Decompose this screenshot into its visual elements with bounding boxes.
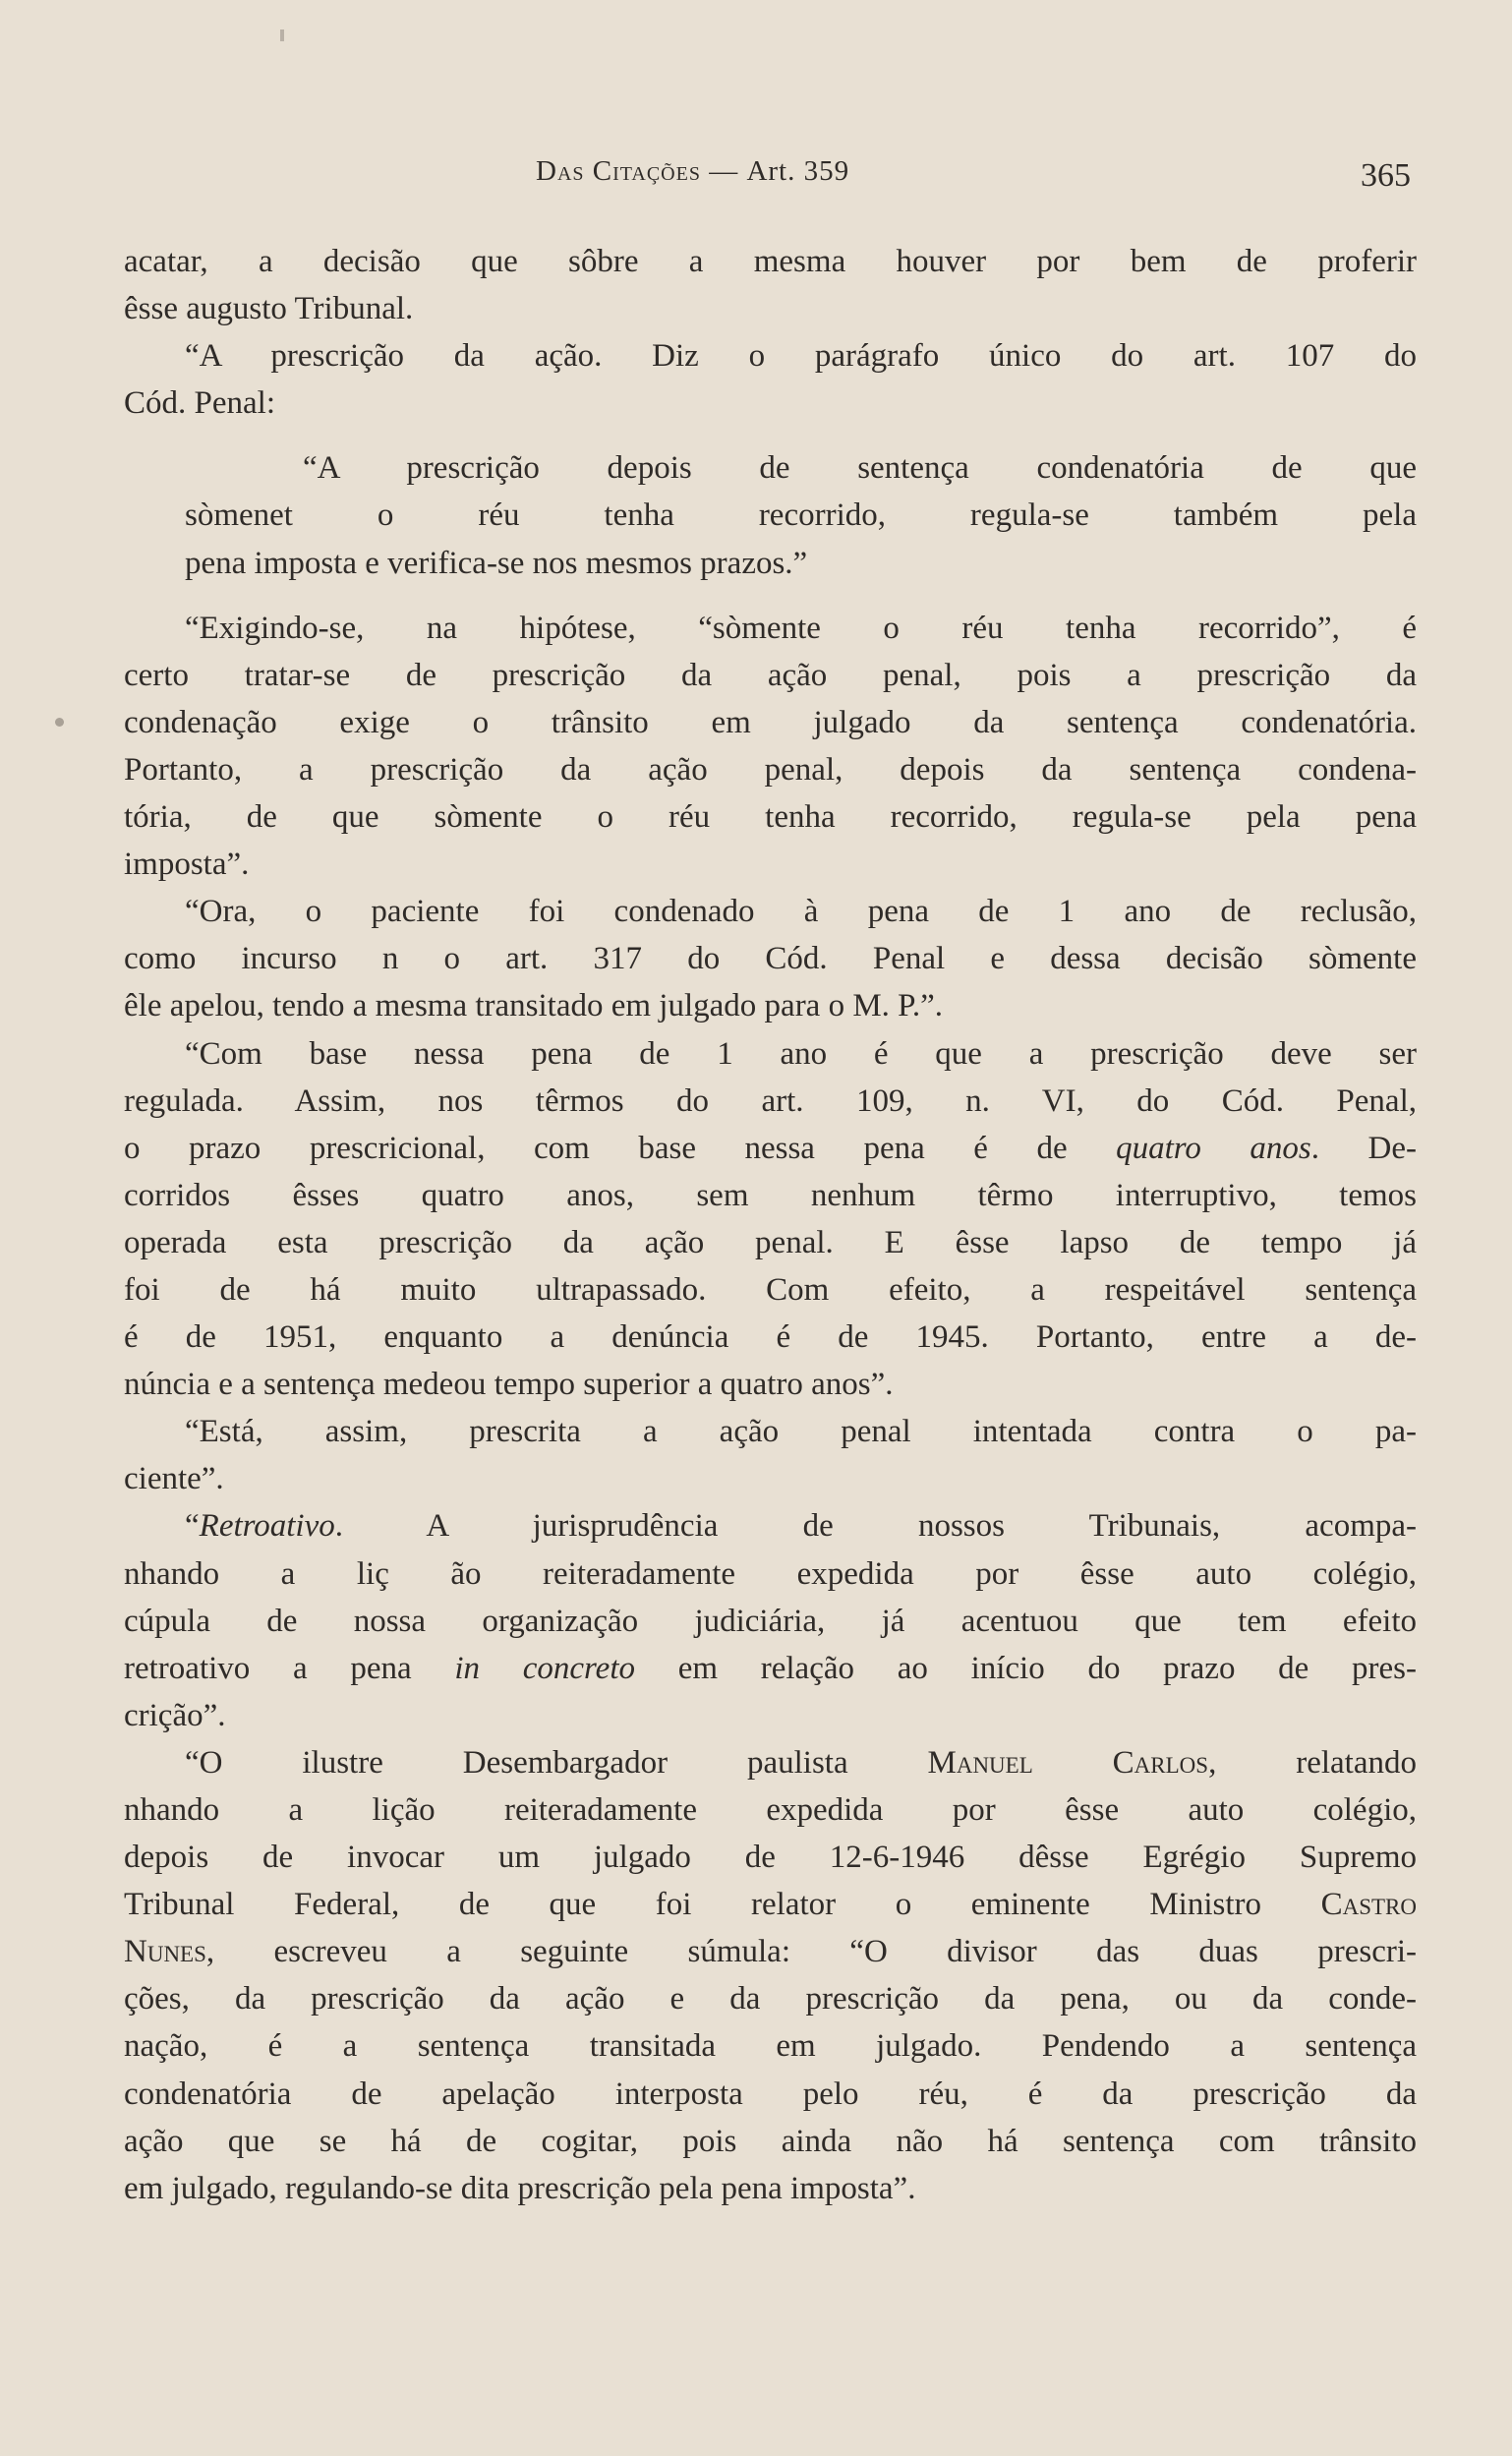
text-line: nhando a liç ão reiteradamente expedida por êsse auto colégio,	[124, 1555, 1417, 1592]
text-line: foi de há muito ultrapassado. Com efeito, a respeitável sentença	[124, 1271, 1417, 1308]
quote-line: “A prescrição depois de sentença condenatória de que	[303, 450, 1417, 487]
text-line: “A prescrição da ação. Diz o parágrafo único do art. 107 do	[185, 338, 1417, 375]
text-line: condenação exige o trânsito em julgado da sentença condenatória.	[124, 704, 1417, 740]
text-segment: . A jurisprudência de nossos Tribunais, acompa-	[334, 1508, 1417, 1545]
text-line: nação, é a sentença transitada em julgado. Pendendo a sentença	[124, 2028, 1417, 2065]
quote-line: pena imposta e verifica-se nos mesmos prazos.”	[185, 545, 808, 581]
text-segment: , relatando	[1208, 1744, 1417, 1781]
text-line: tória, de que sòmente o réu tenha recorrido, regula-se pela pena	[124, 799, 1417, 836]
print-speck	[280, 29, 284, 41]
page-number: 365	[1361, 157, 1411, 194]
text-line	[124, 1502, 1417, 1550]
text-line	[124, 1645, 1417, 1692]
running-head	[536, 155, 849, 188]
text-line: “Está, assim, prescrita a ação penal intentada contra o pa-	[185, 1414, 1417, 1450]
text-line: certo tratar-se de prescrição da ação penal, pois a prescrição da	[124, 657, 1417, 693]
text-line: núncia e a sentença medeou tempo superior a quatro anos”.	[124, 1367, 894, 1403]
text-line: “Com base nessa pena de 1 ano é que a prescrição deve ser	[185, 1035, 1417, 1072]
text-line: ções, da prescrição da ação e da prescrição da pena, ou da conde-	[124, 1981, 1417, 2017]
text-line: Cód. Penal:	[124, 385, 275, 422]
text-line: acatar, a decisão que sôbre a mesma houver por bem de proferir	[124, 244, 1417, 279]
text-line	[124, 1739, 1417, 1786]
text-line: “Exigindo-se, na hipótese, “sòmente o réu tenha recorrido”, é	[185, 610, 1417, 646]
text-line: é de 1951, enquanto a denúncia é de 1945. Portanto, entre a de-	[124, 1319, 1417, 1356]
text-line: êle apelou, tendo a mesma transitado em julgado para o M. P.”.	[124, 988, 944, 1024]
text-segment: “O ilustre Desembargador paulista	[185, 1744, 928, 1781]
italic-segment: Retroativo	[199, 1508, 335, 1545]
text-segment: Tribunal Federal, de que foi relator o eminente Ministro	[124, 1887, 1321, 1923]
body-text	[124, 238, 1417, 2212]
text-line: êsse augusto Tribunal.	[124, 291, 414, 327]
text-line: corridos êsses quatro anos, sem nenhum têrmo interruptivo, temos	[124, 1177, 1417, 1213]
text-line: Portanto, a prescrição da ação penal, depois da sentença condena-	[124, 751, 1417, 788]
text-segment: “	[185, 1508, 200, 1545]
running-head-article: Art. 359	[746, 155, 850, 187]
text-line: “Ora, o paciente foi condenado à pena de 1 ano de reclusão,	[185, 894, 1417, 930]
text-segment: o prazo prescricional, com base nessa pena é de	[124, 1130, 1117, 1166]
text-segment: , escreveu a seguinte súmula: “O divisor das duas prescri-	[205, 1934, 1417, 1970]
text-line: nhando a lição reiteradamente expedida por êsse auto colégio,	[124, 1792, 1417, 1828]
text-line: regulada. Assim, nos têrmos do art. 109, n. VI, do Cód. Penal,	[124, 1082, 1417, 1119]
text-line: crição”.	[124, 1697, 226, 1733]
text-segment: retroativo a pena	[124, 1650, 455, 1686]
italic-segment: quatro anos	[1116, 1130, 1311, 1166]
text-segment: em relação ao início do prazo de pres-	[635, 1650, 1417, 1686]
text-line: em julgado, regulando-se dita prescrição pela pena imposta”.	[124, 2170, 916, 2206]
text-line	[124, 1125, 1417, 1172]
page-header	[0, 147, 1512, 197]
quote-line: sòmenet o réu tenha recorrido, regula-se também pela	[185, 497, 1417, 534]
text-line: imposta”.	[124, 847, 250, 883]
text-line: como incurso n o art. 317 do Cód. Penal e dessa decisão sòmente	[124, 941, 1417, 977]
text-line: operada esta prescrição da ação penal. E êsse lapso de tempo já	[124, 1224, 1417, 1260]
text-line: cúpula de nossa organização judiciária, já acentuou que tem efeito	[124, 1603, 1417, 1639]
text-line	[124, 1928, 1417, 1975]
smallcaps-segment: Manuel Carlos	[927, 1744, 1209, 1781]
text-line	[124, 1881, 1417, 1928]
text-line: condenatória de apelação interposta pelo réu, é da prescrição da	[124, 2076, 1417, 2112]
text-segment: . De-	[1310, 1130, 1417, 1166]
smallcaps-segment: Nunes	[124, 1934, 206, 1970]
paragraph-gap	[124, 427, 1417, 444]
text-line: ação que se há de cogitar, pois ainda não há sentença com trânsito	[124, 2123, 1417, 2159]
running-head-title: Das Citações —	[536, 155, 747, 187]
smallcaps-segment: Castro	[1320, 1887, 1417, 1923]
italic-segment: in concreto	[454, 1650, 635, 1686]
margin-stain	[55, 718, 64, 727]
paragraph-gap	[124, 587, 1417, 605]
text-line: depois de invocar um julgado de 12-6-1946 dêsse Egrégio Supremo	[124, 1840, 1417, 1876]
text-line: ciente”.	[124, 1461, 224, 1497]
